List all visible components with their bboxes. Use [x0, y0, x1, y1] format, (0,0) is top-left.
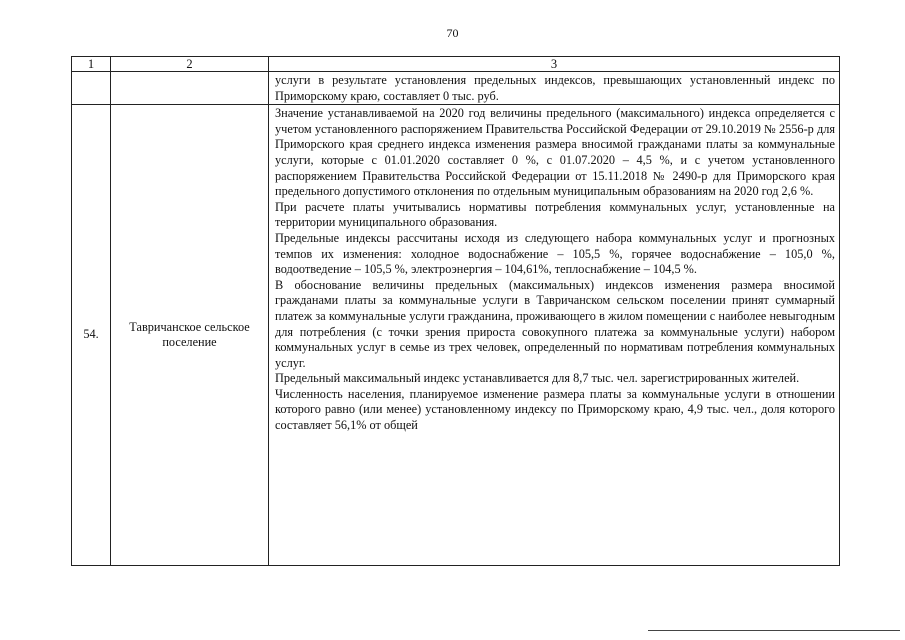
paragraph-justification: В обоснование величины предельных (максимальных) индексов изменения размера вносимой гражданами платы за коммунальные услуги в Тавричанском сельском поселении принят суммарный платеж за коммунальные услуги гражданина, проживающего в жилом помещении с наиболее невыгодным для потребления (с точки зрения прироста совокупного платежа за коммунальные услуги) набором коммунальных услуг в семье из трех человек, определенный по нормативам потребления коммунальных услуг.: [275, 277, 835, 370]
paragraph-norms: При расчете платы учитывались нормативы потребления коммунальных услуг, установленные на территории муниципального образования.: [275, 199, 835, 230]
header-col-3: 3: [269, 57, 840, 72]
footer-rule: [648, 630, 900, 631]
header-col-2: 2: [111, 57, 269, 72]
continuation-row: [72, 72, 840, 105]
header-col-1: 1: [72, 57, 111, 72]
paragraph-population: Предельный максимальный индекс устанавливается для 8,7 тыс. чел. зарегистрированных жителей.: [275, 371, 800, 386]
paragraph-tariff-rates: Предельные индексы рассчитаны исходя из следующего набора коммунальных услуг и прогнозных темпов их изменения: холодное водоснабжение – 105,5 %, горячее водоснабжение – 105,0 %, водоотведение – 105,5 %, электроэнергия – 104,61%, теплоснабжение – 104,5 %.: [275, 230, 835, 277]
continuation-text: услуги в результате установления предельных индексов, превышающих установленный индекс по Приморскому краю, составляет 0 тыс. руб.: [269, 72, 840, 105]
row-description: [269, 105, 840, 566]
row-number: 54.: [72, 105, 111, 566]
settlement-name: Тавричанское сельское поселение: [111, 105, 269, 566]
table-row: [72, 105, 840, 566]
document-table: [71, 56, 840, 566]
page-number: 70: [446, 26, 459, 40]
paragraph-share: Численность населения, планируемое изменение размера платы за коммунальные услуги в отношении которого равно (или менее) установленному индексу по Приморскому краю, 4,9 тыс. чел., доля которого составляет 56,1% от общей: [275, 386, 835, 433]
paragraph-index-value: Значение устанавливаемой на 2020 год величины предельного (максимального) индекса определяется с учетом установленного распоряжением Правительства Российской Федерации от 29.10.2019 № 2556-р для Приморского края среднего индекса изменения размера вносимой гражданами платы за коммунальные услуги, которые с 01.01.2020 составляет 0 %, с 01.07.2020 – 4,5 %, и с учетом установленного распоряжением Правительства Российской Федерации от 15.11.2018 № 2490-р для Приморского края предельного допустимого отклонения по отдельным муниципальным образованиям на 2020 год 2,6 %.: [275, 106, 835, 199]
table-header-row: [72, 57, 840, 72]
